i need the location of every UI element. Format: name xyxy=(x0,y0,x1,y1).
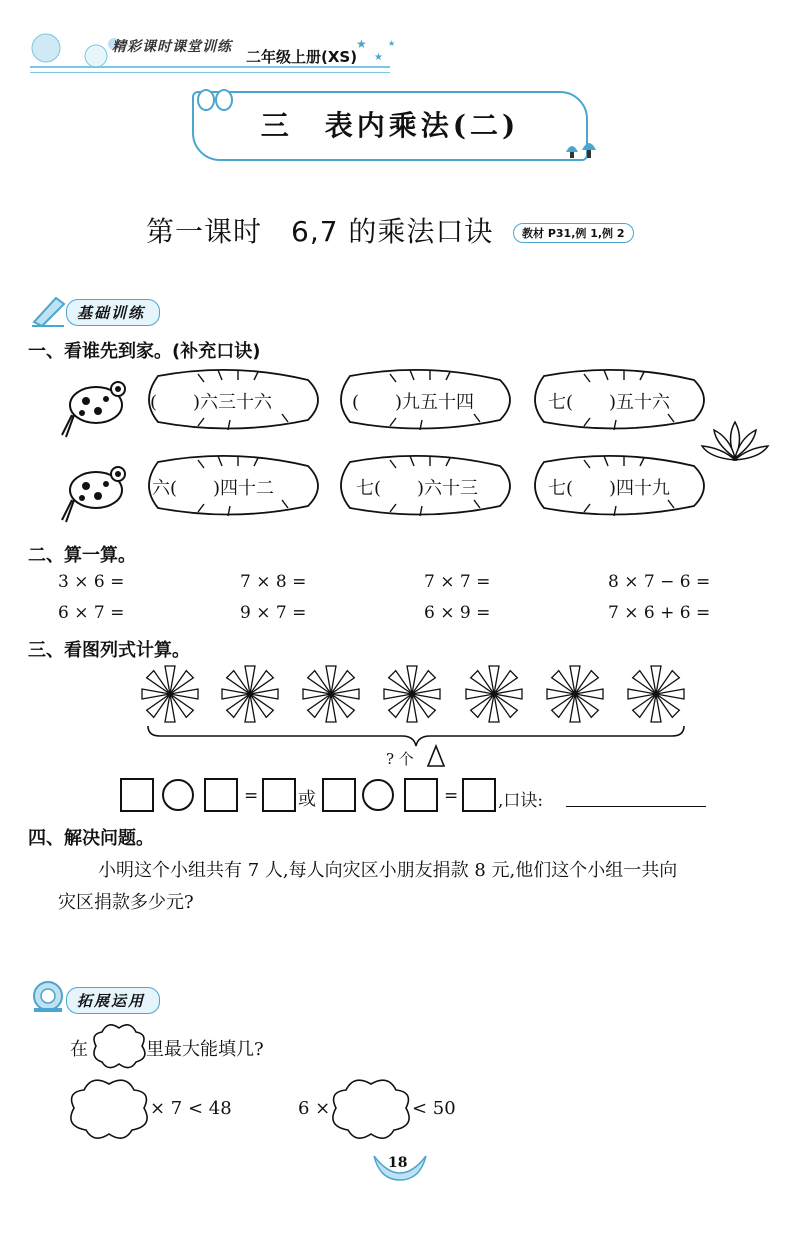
page-number: 18 xyxy=(388,1155,408,1171)
section-basic-training: 基础训练 xyxy=(66,299,160,326)
brace-label: ? 个 xyxy=(386,750,414,768)
svg-text:★: ★ xyxy=(374,52,383,63)
inequality-1: × 7 < 48 xyxy=(150,1098,232,1119)
frog-icon xyxy=(56,460,134,526)
lily-pad-text: 七( )五十六 xyxy=(548,392,671,413)
word-problem-text: 小明这个小组共有 7 人,每人向灾区小朋友捐款 8 元,他们这个小组一共向 xyxy=(98,860,678,881)
lesson-title: 第一课时 6,7 的乘法口诀 xyxy=(146,215,494,248)
inequality-2-suffix: < 50 xyxy=(412,1098,456,1119)
question-3-heading: 三、看图列式计算。 xyxy=(28,640,190,661)
answer-box[interactable] xyxy=(120,778,154,812)
section-extend: 拓展运用 xyxy=(66,987,160,1014)
pencil-ruler-icon xyxy=(30,292,70,328)
equals-sign: = xyxy=(444,786,459,806)
svg-text:★: ★ xyxy=(388,39,396,48)
curly-brace xyxy=(146,724,686,750)
calc-item: 3 × 6 = xyxy=(58,572,125,592)
answer-box[interactable] xyxy=(462,778,496,812)
lily-pad-text: ( )六三十六 xyxy=(150,392,273,413)
unit-title: 三 表内乘法(二) xyxy=(260,109,520,142)
header-line xyxy=(30,72,390,73)
question-1-heading: 一、看谁先到家。(补充口诀) xyxy=(28,341,261,362)
svg-text:★: ★ xyxy=(356,37,367,51)
calc-item: 8 × 7 − 6 = xyxy=(608,572,711,592)
triangle-icon xyxy=(426,744,446,768)
calc-item: 7 × 8 = xyxy=(240,572,307,592)
answer-box[interactable] xyxy=(204,778,238,812)
calc-item: 7 × 7 = xyxy=(424,572,491,592)
grade-label: 二年级上册(XS) xyxy=(246,48,358,66)
flower-blank[interactable] xyxy=(328,1076,414,1142)
lion-mascot-icon xyxy=(30,978,70,1014)
answer-box[interactable] xyxy=(262,778,296,812)
rhyme-answer-line[interactable] xyxy=(566,806,706,807)
rhyme-label: ,口诀: xyxy=(498,791,544,811)
equals-sign: = xyxy=(244,786,259,806)
lily-pad-text: 七( )六十三 xyxy=(356,478,479,499)
lily-pad-text: ( )九五十四 xyxy=(352,392,475,413)
lily-pad-text: 六( )四十二 xyxy=(152,478,275,499)
inequality-2-prefix: 6 × xyxy=(298,1098,331,1119)
calc-item: 6 × 9 = xyxy=(424,603,491,623)
triangle-pinwheels xyxy=(140,660,700,730)
operator-circle[interactable] xyxy=(362,779,394,811)
or-label: 或 xyxy=(298,789,316,810)
extend-prompt-post: 里最大能填几? xyxy=(146,1039,264,1060)
calc-item: 6 × 7 = xyxy=(58,603,125,623)
word-problem-text: 灾区捐款多少元? xyxy=(58,892,194,913)
question-4-heading: 四、解决问题。 xyxy=(28,828,154,849)
operator-circle[interactable] xyxy=(162,779,194,811)
question-2-heading: 二、算一算。 xyxy=(28,545,136,566)
lily-pad-text: 七( )四十九 xyxy=(548,478,671,499)
calc-item: 9 × 7 = xyxy=(240,603,307,623)
star-icon xyxy=(352,34,402,68)
answer-box[interactable] xyxy=(404,778,438,812)
flower-blank[interactable] xyxy=(92,1022,146,1070)
answer-box[interactable] xyxy=(322,778,356,812)
extend-prompt-pre: 在 xyxy=(70,1039,88,1060)
flower-blank[interactable] xyxy=(66,1076,152,1142)
calc-item: 7 × 6 + 6 = xyxy=(608,603,711,623)
brand-logo-text: 精彩课时课堂训练 xyxy=(112,39,232,55)
textbook-reference-badge: 教材 P31,例 1,例 2 xyxy=(513,223,634,243)
frog-icon xyxy=(56,375,134,441)
